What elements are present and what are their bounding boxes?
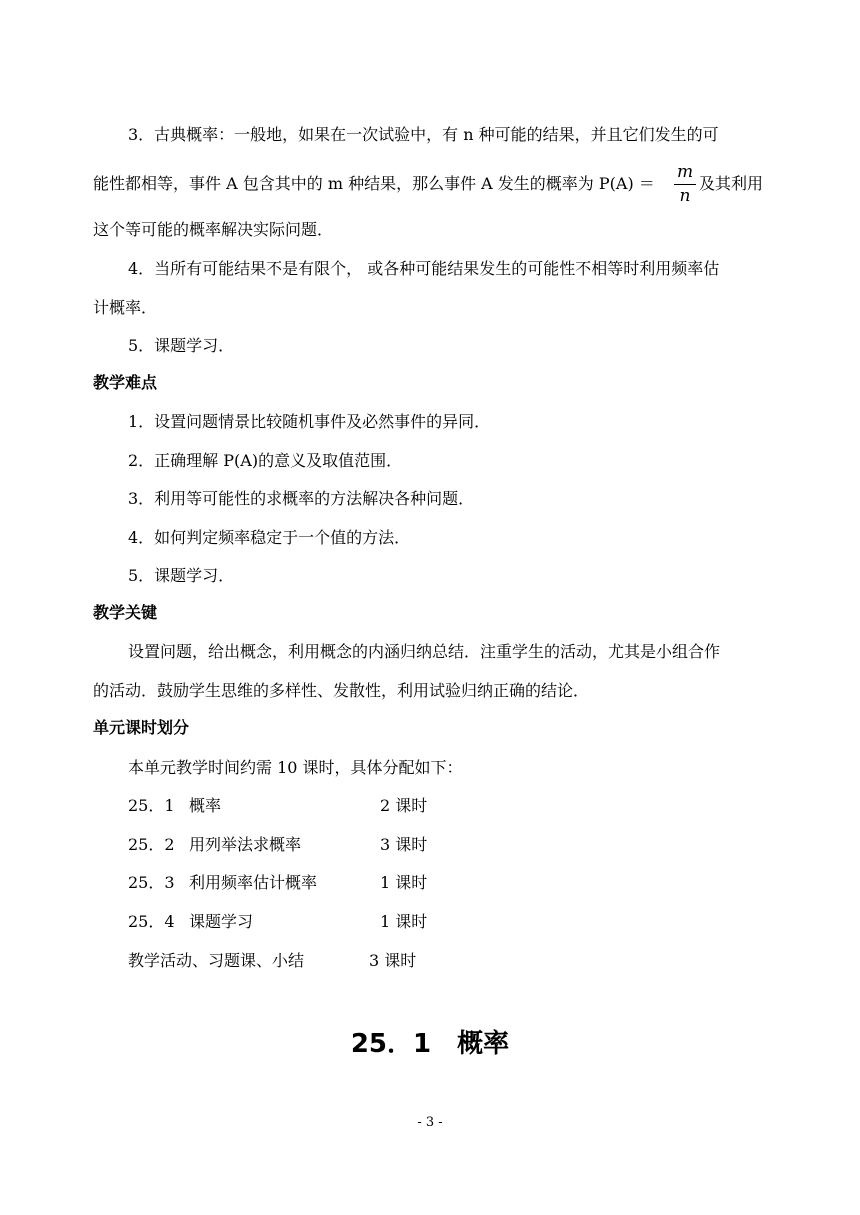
schedule-hours: 3 课时 [380, 835, 428, 854]
paragraph-4-line-1: 4．当所有可能结果不是有限个， 或各种可能结果发生的可能性不相等时利用频率估 [128, 259, 720, 278]
schedule-activity-label: 教学活动、习题课、小结 [128, 951, 305, 970]
schedule-section-number: 25．1 [128, 796, 175, 815]
schedule-hours: 1 课时 [380, 873, 428, 892]
difficulty-item: 1．设置问题情景比较随机事件及必然事件的异同． [128, 412, 491, 431]
schedule-section-number: 25．2 [128, 835, 175, 854]
paragraph-3-line-2: 能性都相等，事件 A 包含其中的 m 种结果，那么事件 A 发生的概率为 P(A) ＝ [93, 174, 655, 193]
difficulty-item: 3．利用等可能性的求概率的方法解决各种问题． [128, 489, 475, 508]
paragraph-5: 5．课题学习． [128, 336, 235, 355]
paragraph-4-line-2: 计概率． [93, 298, 158, 317]
difficulty-item: 4．如何判定频率稳定于一个值的方法． [128, 528, 411, 547]
difficulties-heading: 教学难点 [93, 373, 158, 392]
schedule-hours: 3 课时 [369, 951, 417, 970]
probability-fraction [673, 160, 697, 210]
difficulty-item: 2．正确理解 P(A)的意义及取值范围． [128, 451, 403, 470]
schedule-intro: 本单元教学时间约需 10 课时，具体分配如下： [128, 758, 463, 777]
schedule-topic: 概率 [189, 796, 222, 815]
section-title-number: 25．1 [350, 1029, 432, 1059]
paragraph-3-line-3: 这个等可能的概率解决实际问题． [93, 220, 334, 239]
paragraph-3-line-1: 3．古典概率：一般地，如果在一次试验中，有 n 种可能的结果，并且它们发生的可 [128, 125, 719, 144]
paragraph-3-line-2-tail: 及其利用 [699, 174, 764, 193]
key-line-1: 设置问题，给出概念，利用概念的内涵归纳总结．注重学生的活动，尤其是小组合作 [128, 642, 721, 661]
fraction-numerator: m [676, 162, 694, 182]
key-line-2: 的活动．鼓励学生思维的多样性、发散性，利用试验归纳正确的结论． [93, 681, 590, 700]
schedule-section-number: 25．3 [128, 873, 175, 892]
fraction-denominator: n [679, 186, 691, 206]
schedule-heading: 单元课时划分 [93, 718, 190, 737]
key-heading: 教学关键 [93, 603, 158, 622]
schedule-topic: 利用频率估计概率 [189, 873, 318, 892]
schedule-topic: 课题学习 [189, 912, 254, 931]
fraction-bar [674, 184, 696, 185]
page-number: - 3 - [417, 1115, 443, 1130]
schedule-hours: 2 课时 [380, 796, 428, 815]
schedule-topic: 用列举法求概率 [189, 835, 302, 854]
section-title-name: 概率 [457, 1029, 510, 1059]
section-title [0, 1027, 860, 1061]
schedule-hours: 1 课时 [380, 912, 428, 931]
difficulty-item: 5．课题学习． [128, 566, 235, 585]
schedule-section-number: 25．4 [128, 912, 175, 931]
